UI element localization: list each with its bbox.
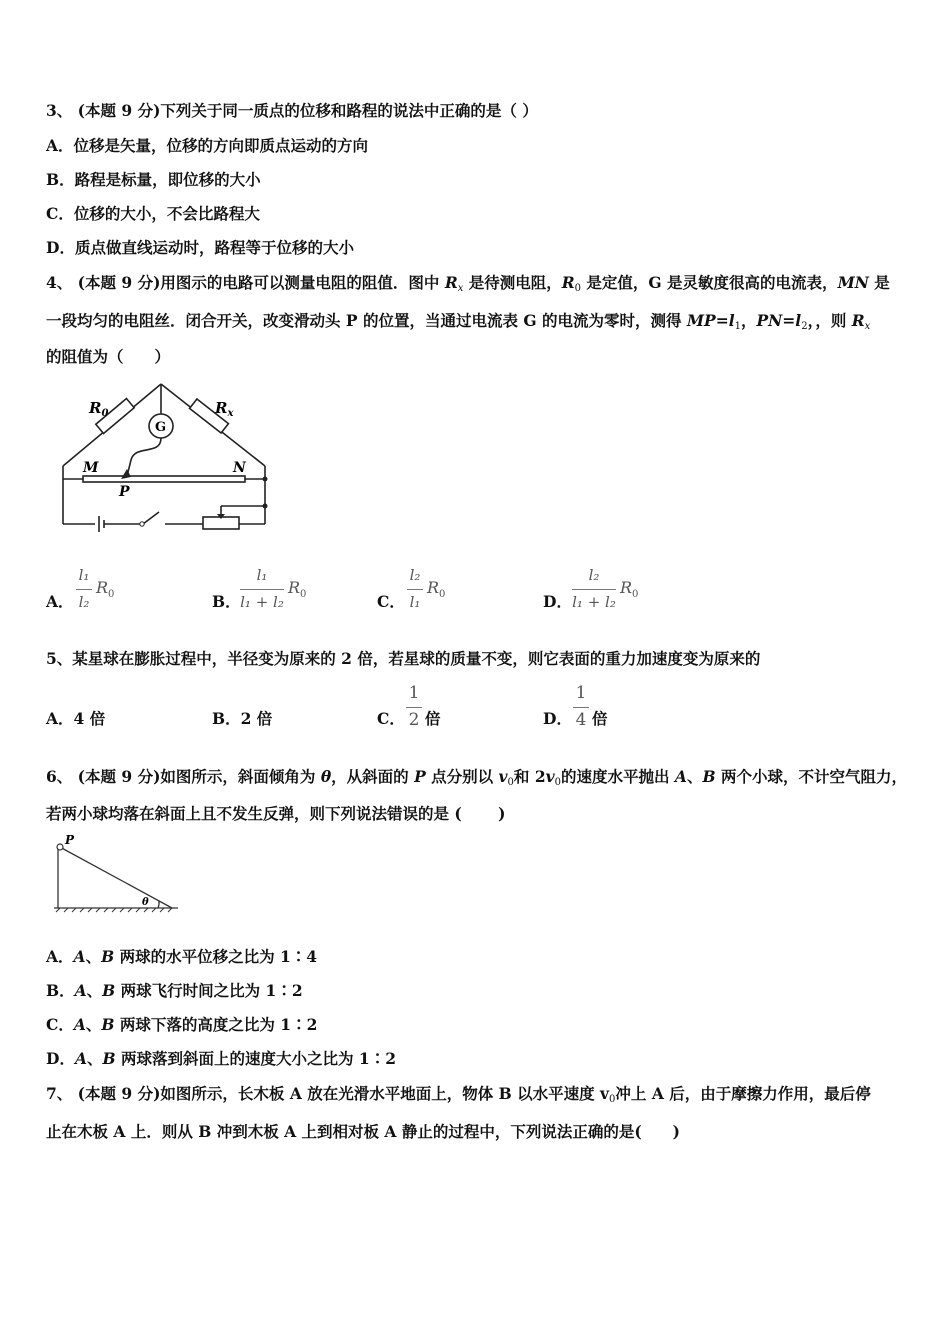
q4-option-d-fraction: l₂ l₁ + l₂ bbox=[572, 566, 616, 611]
g-label: G bbox=[155, 420, 167, 435]
q5-option-c-fraction: 1 2 bbox=[406, 683, 422, 733]
rx-label: $R_x$ bbox=[215, 399, 234, 419]
q4-option-a-r0: $R_0$ bbox=[96, 578, 115, 600]
q6-option-d: D．A、B 两球落到斜面上的速度大小之比为 1∶2 bbox=[46, 1049, 396, 1068]
q6-option-b: B．A、B 两球飞行时间之比为 1∶2 bbox=[46, 981, 303, 1000]
p-label: P bbox=[119, 484, 130, 500]
q4-option-c-fraction: l₂ l₁ bbox=[407, 566, 423, 614]
q4-option-a-label: A． bbox=[46, 592, 74, 611]
q3-option-a: A．位移是矢量，位移的方向即质点运动的方向 bbox=[46, 136, 369, 155]
q4-option-a-fraction: l₁ l₂ bbox=[76, 566, 92, 614]
q4-option-d-r0: $R_0$ bbox=[620, 578, 639, 600]
q4-option-b-r0: $R_0$ bbox=[288, 578, 307, 600]
q3-option-d: D．质点做直线运动时，路程等于位移的大小 bbox=[46, 238, 354, 257]
circuit-diagram bbox=[55, 378, 280, 533]
q5-option-c-unit: 倍 bbox=[425, 709, 441, 728]
switch-icon bbox=[143, 512, 159, 524]
q3-stem: 3、 (本题 9 分)下列关于同一质点的位移和路程的说法中正确的是（ ） bbox=[46, 101, 538, 120]
q6-option-a: A．A、B 两球的水平位移之比为 1∶4 bbox=[46, 947, 318, 966]
q6-stem-line1: 6、 (本题 9 分)如图所示，斜面倾角为 θ，从斜面的 P 点分别以 $v_0$和 $2v_0$的速度水平抛出 A、B 两个小球，不计空气阻力， bbox=[46, 767, 907, 788]
p-label: P bbox=[65, 833, 75, 847]
q4-option-c-r0: $R_0$ bbox=[427, 578, 446, 600]
q5-option-d-unit: 倍 bbox=[592, 709, 608, 728]
q3-option-c: C．位移的大小，不会比路程大 bbox=[46, 204, 260, 223]
q5-option-a: A．4 倍 bbox=[46, 709, 106, 728]
q4-stem-line2: 一段均匀的电阻丝．闭合开关，改变滑动头 P 的位置，当通过电流表 G 的电流为零时，测得 $MP=l_1$，$PN=l_2$，，则 $R_x$ bbox=[46, 311, 871, 332]
q5-stem: 5、某星球在膨胀过程中，半径变为原来的 2 倍，若星球的质量不变，则它表面的重力加速度变为原来的 bbox=[46, 649, 761, 668]
q5-option-c-label: C． bbox=[377, 709, 405, 728]
q5-option-d-label: D． bbox=[543, 709, 572, 728]
r0-label: $R_0$ bbox=[89, 399, 109, 419]
theta-label: θ bbox=[142, 897, 149, 908]
q3-option-b: B．路程是标量，即位移的大小 bbox=[46, 170, 261, 189]
q7-stem-line1: 7、 (本题 9 分)如图所示，长木板 A 放在光滑水平地面上，物体 B 以水平速度 $v_0$冲上 A 后，由于摩擦力作用，最后停 bbox=[46, 1084, 871, 1105]
incline-diagram bbox=[50, 832, 182, 917]
q5-option-b: B．2 倍 bbox=[212, 709, 273, 728]
q4-stem-line1: 4、 (本题 9 分)用图示的电路可以测量电阻的阻值．图中 $R_x$ 是待测电阻，$R_0$ 是定值，G 是灵敏度很高的电流表，MN 是 bbox=[46, 273, 890, 294]
q4-stem-line3: 的阻值为（ ） bbox=[46, 347, 171, 366]
q6-option-c: C．A、B 两球下落的高度之比为 1∶2 bbox=[46, 1015, 318, 1034]
q4-option-d-label: D． bbox=[543, 592, 572, 611]
resistance-wire-mn bbox=[83, 476, 245, 482]
q4-option-b-fraction: l₁ l₁ + l₂ bbox=[240, 566, 284, 611]
point-p-icon bbox=[57, 844, 63, 850]
n-label: N bbox=[233, 460, 246, 476]
q4-option-b-label: B． bbox=[212, 592, 241, 611]
q4-option-c-label: C． bbox=[377, 592, 405, 611]
q7-stem-line2: 止在木板 A 上．则从 B 冲到木板 A 上到相对板 A 静止的过程中，下列说法正确的是( ) bbox=[46, 1122, 681, 1141]
m-label: M bbox=[83, 460, 99, 476]
q6-stem-line2: 若两小球均落在斜面上且不发生反弹，则下列说法错误的是 ( ) bbox=[46, 804, 506, 823]
q5-option-d-fraction: 1 4 bbox=[573, 683, 589, 733]
